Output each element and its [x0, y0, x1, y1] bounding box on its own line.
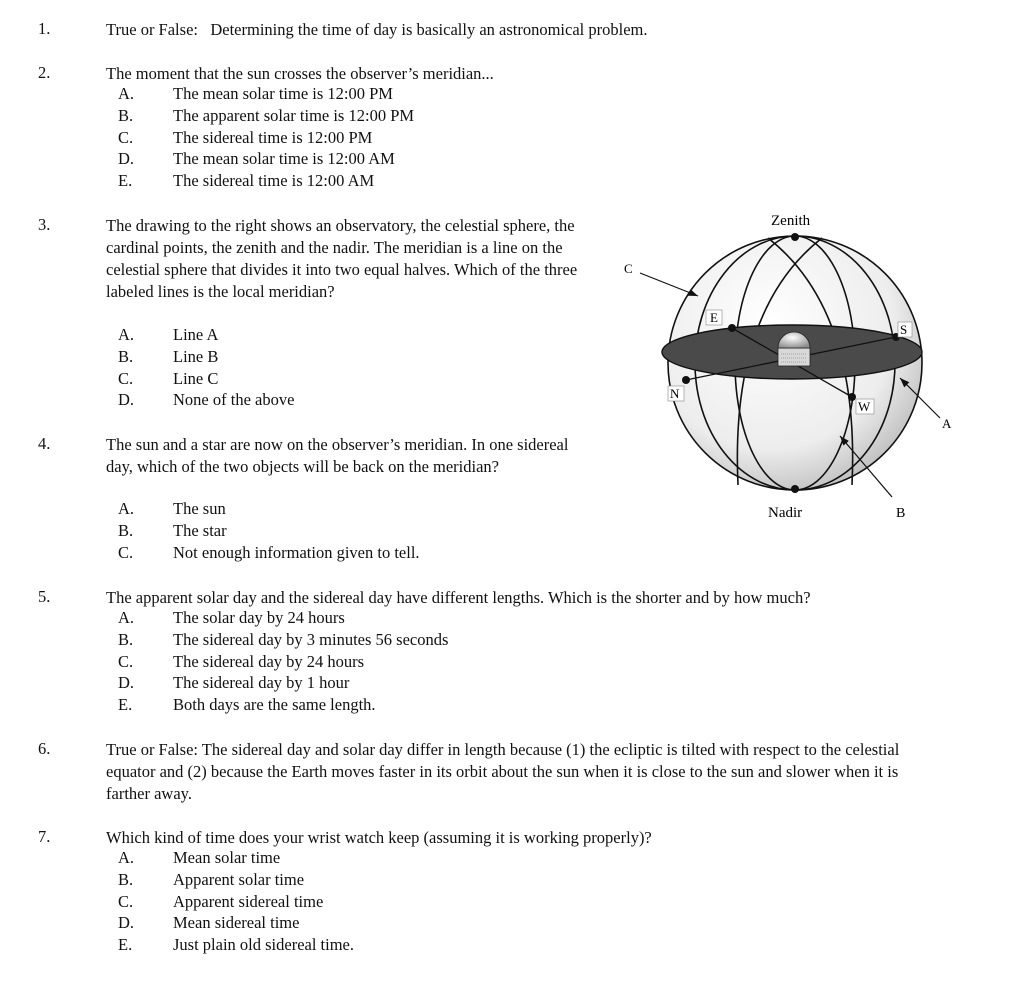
option-text: The sidereal day by 3 minutes 56 seconds — [173, 629, 449, 649]
option-text: The star — [173, 520, 227, 540]
east-point — [728, 324, 736, 332]
option-text: The solar day by 24 hours — [173, 608, 345, 627]
west-label: W — [858, 399, 871, 414]
south-label: S — [900, 322, 908, 337]
zenith-label: Zenith — [771, 213, 811, 229]
line-c-arrow — [640, 273, 698, 296]
option-text: Line B — [173, 346, 219, 366]
option-text: Apparent sidereal time — [173, 891, 324, 911]
observatory-icon — [778, 332, 810, 366]
option-letter: B. — [118, 629, 134, 649]
option-text: Just plain old sidereal time. — [173, 935, 355, 955]
east-label-box — [706, 310, 722, 325]
option-text: None of the above — [173, 390, 295, 410]
option-letter: B. — [118, 105, 134, 125]
question-stem: Which kind of time does your wrist watch keep (assuming it is working properly)? — [106, 828, 652, 847]
question-number: 4. — [38, 434, 51, 453]
question-stem: The apparent solar day and the sidereal day have different lengths. Which is the shorter and by how much? — [106, 588, 811, 607]
question-number: 1. — [38, 19, 51, 38]
option-text: The sidereal time is 12:00 AM — [173, 171, 375, 191]
option-text: The apparent solar time is 12:00 PM — [173, 105, 415, 125]
option-letter: B. — [118, 520, 134, 540]
option-letter: D. — [118, 390, 135, 410]
west-point — [848, 393, 856, 401]
question-number: 3. — [38, 215, 51, 234]
east-label: E — [710, 310, 718, 325]
question-stem: True or False: The sidereal day and solar day differ in length because (1) the ecliptic is tilted with respect to the celestial equator and (2) because the Earth moves faster in its orbit about the sun when it is close to the sun and slower when it is farther away. — [106, 740, 900, 803]
option-text: Both days are the same length. — [173, 695, 376, 715]
question-number: 7. — [38, 827, 51, 846]
option-letter: E. — [118, 935, 133, 955]
nadir-point — [791, 485, 799, 493]
line-a-label: A — [942, 416, 952, 431]
option-text: Mean sidereal time — [173, 913, 300, 933]
option-text: The sidereal day by 24 hours — [173, 651, 365, 671]
option-letter: E. — [118, 171, 133, 191]
north-point — [682, 376, 690, 384]
option-text: Line A — [173, 325, 219, 344]
option-letter: A. — [118, 848, 135, 867]
question-number: 2. — [38, 63, 51, 82]
option-letter: A. — [118, 608, 135, 627]
question-stem: The moment that the sun crosses the observer’s meridian... — [106, 64, 494, 83]
option-text: Mean solar time — [173, 848, 281, 867]
option-text: The mean solar time is 12:00 PM — [173, 84, 393, 103]
option-text: The mean solar time is 12:00 AM — [173, 149, 395, 169]
option-letter: A. — [118, 84, 135, 103]
west-label-box — [856, 399, 874, 414]
question-number: 6. — [38, 739, 51, 758]
option-letter: C. — [118, 542, 134, 562]
option-letter: C. — [118, 891, 134, 911]
line-b-label: B — [896, 506, 906, 521]
south-label-box — [898, 322, 912, 337]
option-letter: C. — [118, 127, 134, 147]
question-number: 5. — [38, 587, 51, 606]
question-stem: True or False: Determining the time of day is basically an astronomical problem. — [106, 20, 648, 39]
question-stem: The drawing to the right shows an observatory, the celestial sphere, the cardinal points, the zenith and the nadir. The meridian is a line on the celestial sphere that divides it into two equal halves. Which of the three labeled lines is the local meridian? — [106, 216, 578, 301]
option-letter: C. — [118, 368, 134, 388]
option-text: The sidereal time is 12:00 PM — [173, 127, 373, 147]
option-letter: E. — [118, 695, 133, 715]
option-text: Line C — [173, 368, 219, 388]
celestial-sphere-diagram — [600, 200, 980, 530]
zenith-point — [791, 233, 799, 241]
option-letter: D. — [118, 149, 135, 169]
option-text: The sidereal day by 1 hour — [173, 673, 350, 693]
option-letter: A. — [118, 499, 135, 518]
north-label: N — [670, 386, 680, 401]
question-stem: The sun and a star are now on the observer’s meridian. In one sidereal day, which of the two objects will be back on the meridian? — [106, 435, 569, 476]
north-label-box — [668, 386, 684, 401]
option-letter: D. — [118, 913, 135, 933]
nadir-label: Nadir — [768, 505, 803, 521]
option-letter: A. — [118, 325, 135, 344]
option-letter: D. — [118, 673, 135, 693]
line-c-label: C — [624, 261, 633, 276]
option-text: The sun — [173, 499, 226, 518]
option-text: Not enough information given to tell. — [173, 542, 420, 562]
option-text: Apparent solar time — [173, 869, 305, 889]
option-letter: B. — [118, 869, 134, 889]
option-letter: B. — [118, 346, 134, 366]
option-letter: C. — [118, 651, 134, 671]
